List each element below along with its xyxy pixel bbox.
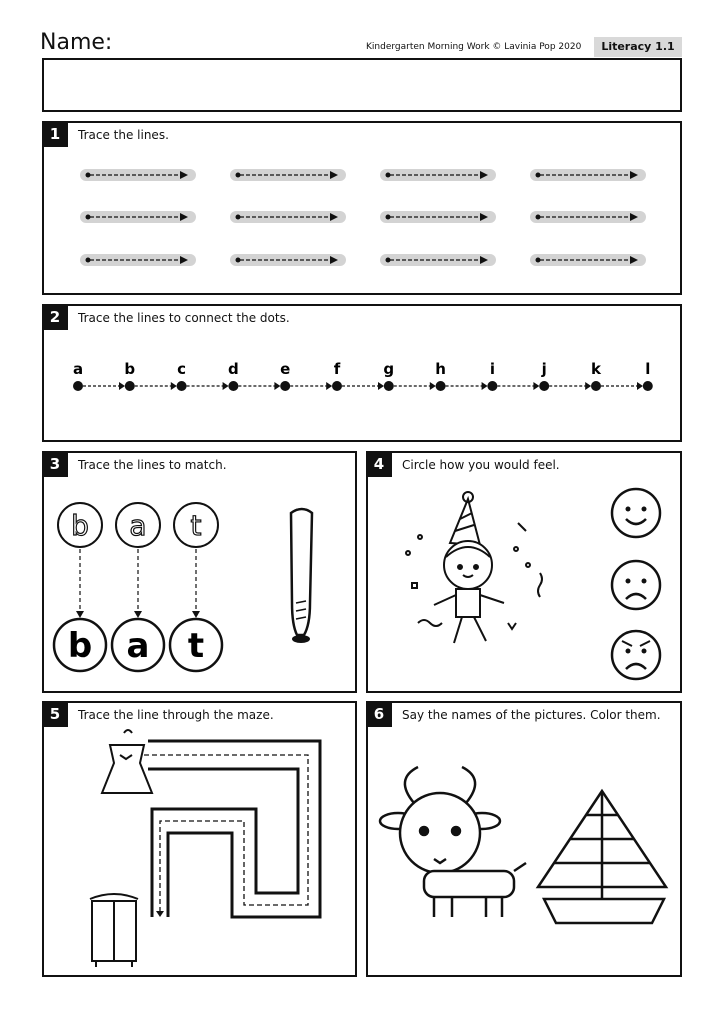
trace-line[interactable]: [380, 169, 496, 181]
trace-lines[interactable]: [44, 123, 680, 293]
match-arrow: [192, 611, 200, 618]
section-6: [366, 701, 682, 977]
section-instruction: Trace the lines to match.: [78, 458, 227, 472]
dot-letter: l: [645, 360, 651, 378]
trace-line[interactable]: [230, 211, 346, 223]
section-instruction: Say the names of the pictures. Color them.: [402, 708, 661, 722]
dot-link-arrow: [482, 382, 488, 390]
section-3: [42, 451, 357, 693]
trace-line[interactable]: [80, 169, 196, 181]
section-1: [42, 121, 682, 295]
dot-letter: g: [383, 360, 395, 378]
section-number: 6: [366, 701, 392, 727]
connect-dot[interactable]: [643, 381, 653, 391]
happy-face-icon[interactable]: [612, 489, 660, 537]
connect-dot[interactable]: [73, 381, 83, 391]
baseball-bat-icon: [291, 509, 312, 643]
dot-link-arrow: [274, 382, 280, 390]
goat-icon: [380, 767, 526, 917]
trace-line[interactable]: [80, 211, 196, 223]
dot-letter: j: [541, 360, 547, 378]
section-instruction: Circle how you would feel.: [402, 458, 560, 472]
worksheet-badge: Literacy 1.1: [594, 37, 682, 57]
dot-letter: f: [333, 360, 341, 378]
dot-link-arrow: [637, 382, 643, 390]
dot-letter: c: [177, 360, 187, 378]
section-instruction: Trace the lines.: [78, 128, 169, 142]
trace-line[interactable]: [530, 254, 646, 266]
section-4: [366, 451, 682, 693]
section-number: 3: [42, 451, 68, 477]
match-arrow: [134, 611, 142, 618]
angry-face-icon[interactable]: [612, 631, 660, 679]
trace-line[interactable]: [380, 211, 496, 223]
letter-match[interactable]: [44, 453, 355, 691]
connect-dot[interactable]: [177, 381, 187, 391]
dot-link-arrow: [585, 382, 591, 390]
dot-letter: k: [591, 360, 601, 378]
section-instruction: Trace the lines to connect the dots.: [78, 311, 290, 325]
dot-link-arrow: [378, 382, 384, 390]
outline-letter: a: [129, 509, 147, 542]
dot-letter: h: [435, 360, 446, 378]
connect-dot[interactable]: [332, 381, 342, 391]
dot-link-arrow: [171, 382, 177, 390]
connect-dot[interactable]: [591, 381, 601, 391]
connect-dot[interactable]: [539, 381, 549, 391]
wardrobe-icon: [90, 894, 138, 967]
trace-line[interactable]: [530, 169, 646, 181]
solid-letter: b: [67, 626, 93, 666]
name-field[interactable]: [42, 58, 682, 112]
section-2: [42, 304, 682, 442]
section-number: 4: [366, 451, 392, 477]
match-arrow: [76, 611, 84, 618]
trace-line[interactable]: [530, 211, 646, 223]
dress-icon: [102, 730, 152, 793]
trace-line[interactable]: [230, 169, 346, 181]
dot-letter: a: [72, 360, 84, 378]
solid-letter: t: [187, 626, 205, 666]
dot-link-arrow: [430, 382, 436, 390]
outline-letter: b: [71, 509, 89, 542]
sailboat-icon: [538, 791, 666, 923]
trace-line[interactable]: [80, 254, 196, 266]
outline-letter: t: [190, 509, 202, 542]
connect-dot[interactable]: [280, 381, 290, 391]
name-label: Name:: [40, 30, 113, 55]
dot-letter: d: [228, 360, 239, 378]
connect-dot[interactable]: [228, 381, 238, 391]
dot-link-arrow: [223, 382, 229, 390]
section-5: [42, 701, 357, 977]
section-number: 2: [42, 304, 68, 330]
solid-letter: a: [126, 626, 150, 666]
party-girl-icon: [406, 492, 542, 643]
dot-link-arrow: [119, 382, 125, 390]
section-instruction: Trace the line through the maze.: [78, 708, 274, 722]
maze[interactable]: [44, 703, 355, 975]
trace-line[interactable]: [380, 254, 496, 266]
dot-link-arrow: [533, 382, 539, 390]
connect-dot[interactable]: [384, 381, 394, 391]
dot-letter: b: [124, 360, 136, 378]
connect-dot[interactable]: [125, 381, 135, 391]
connect-dot[interactable]: [487, 381, 497, 391]
section-number: 1: [42, 121, 68, 147]
dot-connector[interactable]: [44, 306, 680, 440]
trace-line[interactable]: [230, 254, 346, 266]
credit-text: Kindergarten Morning Work © Lavinia Pop 2020: [366, 42, 582, 52]
sad-face-icon[interactable]: [612, 561, 660, 609]
section-number: 5: [42, 701, 68, 727]
dot-link-arrow: [326, 382, 332, 390]
dot-letter: e: [280, 360, 291, 378]
dot-letter: i: [489, 360, 495, 378]
connect-dot[interactable]: [436, 381, 446, 391]
